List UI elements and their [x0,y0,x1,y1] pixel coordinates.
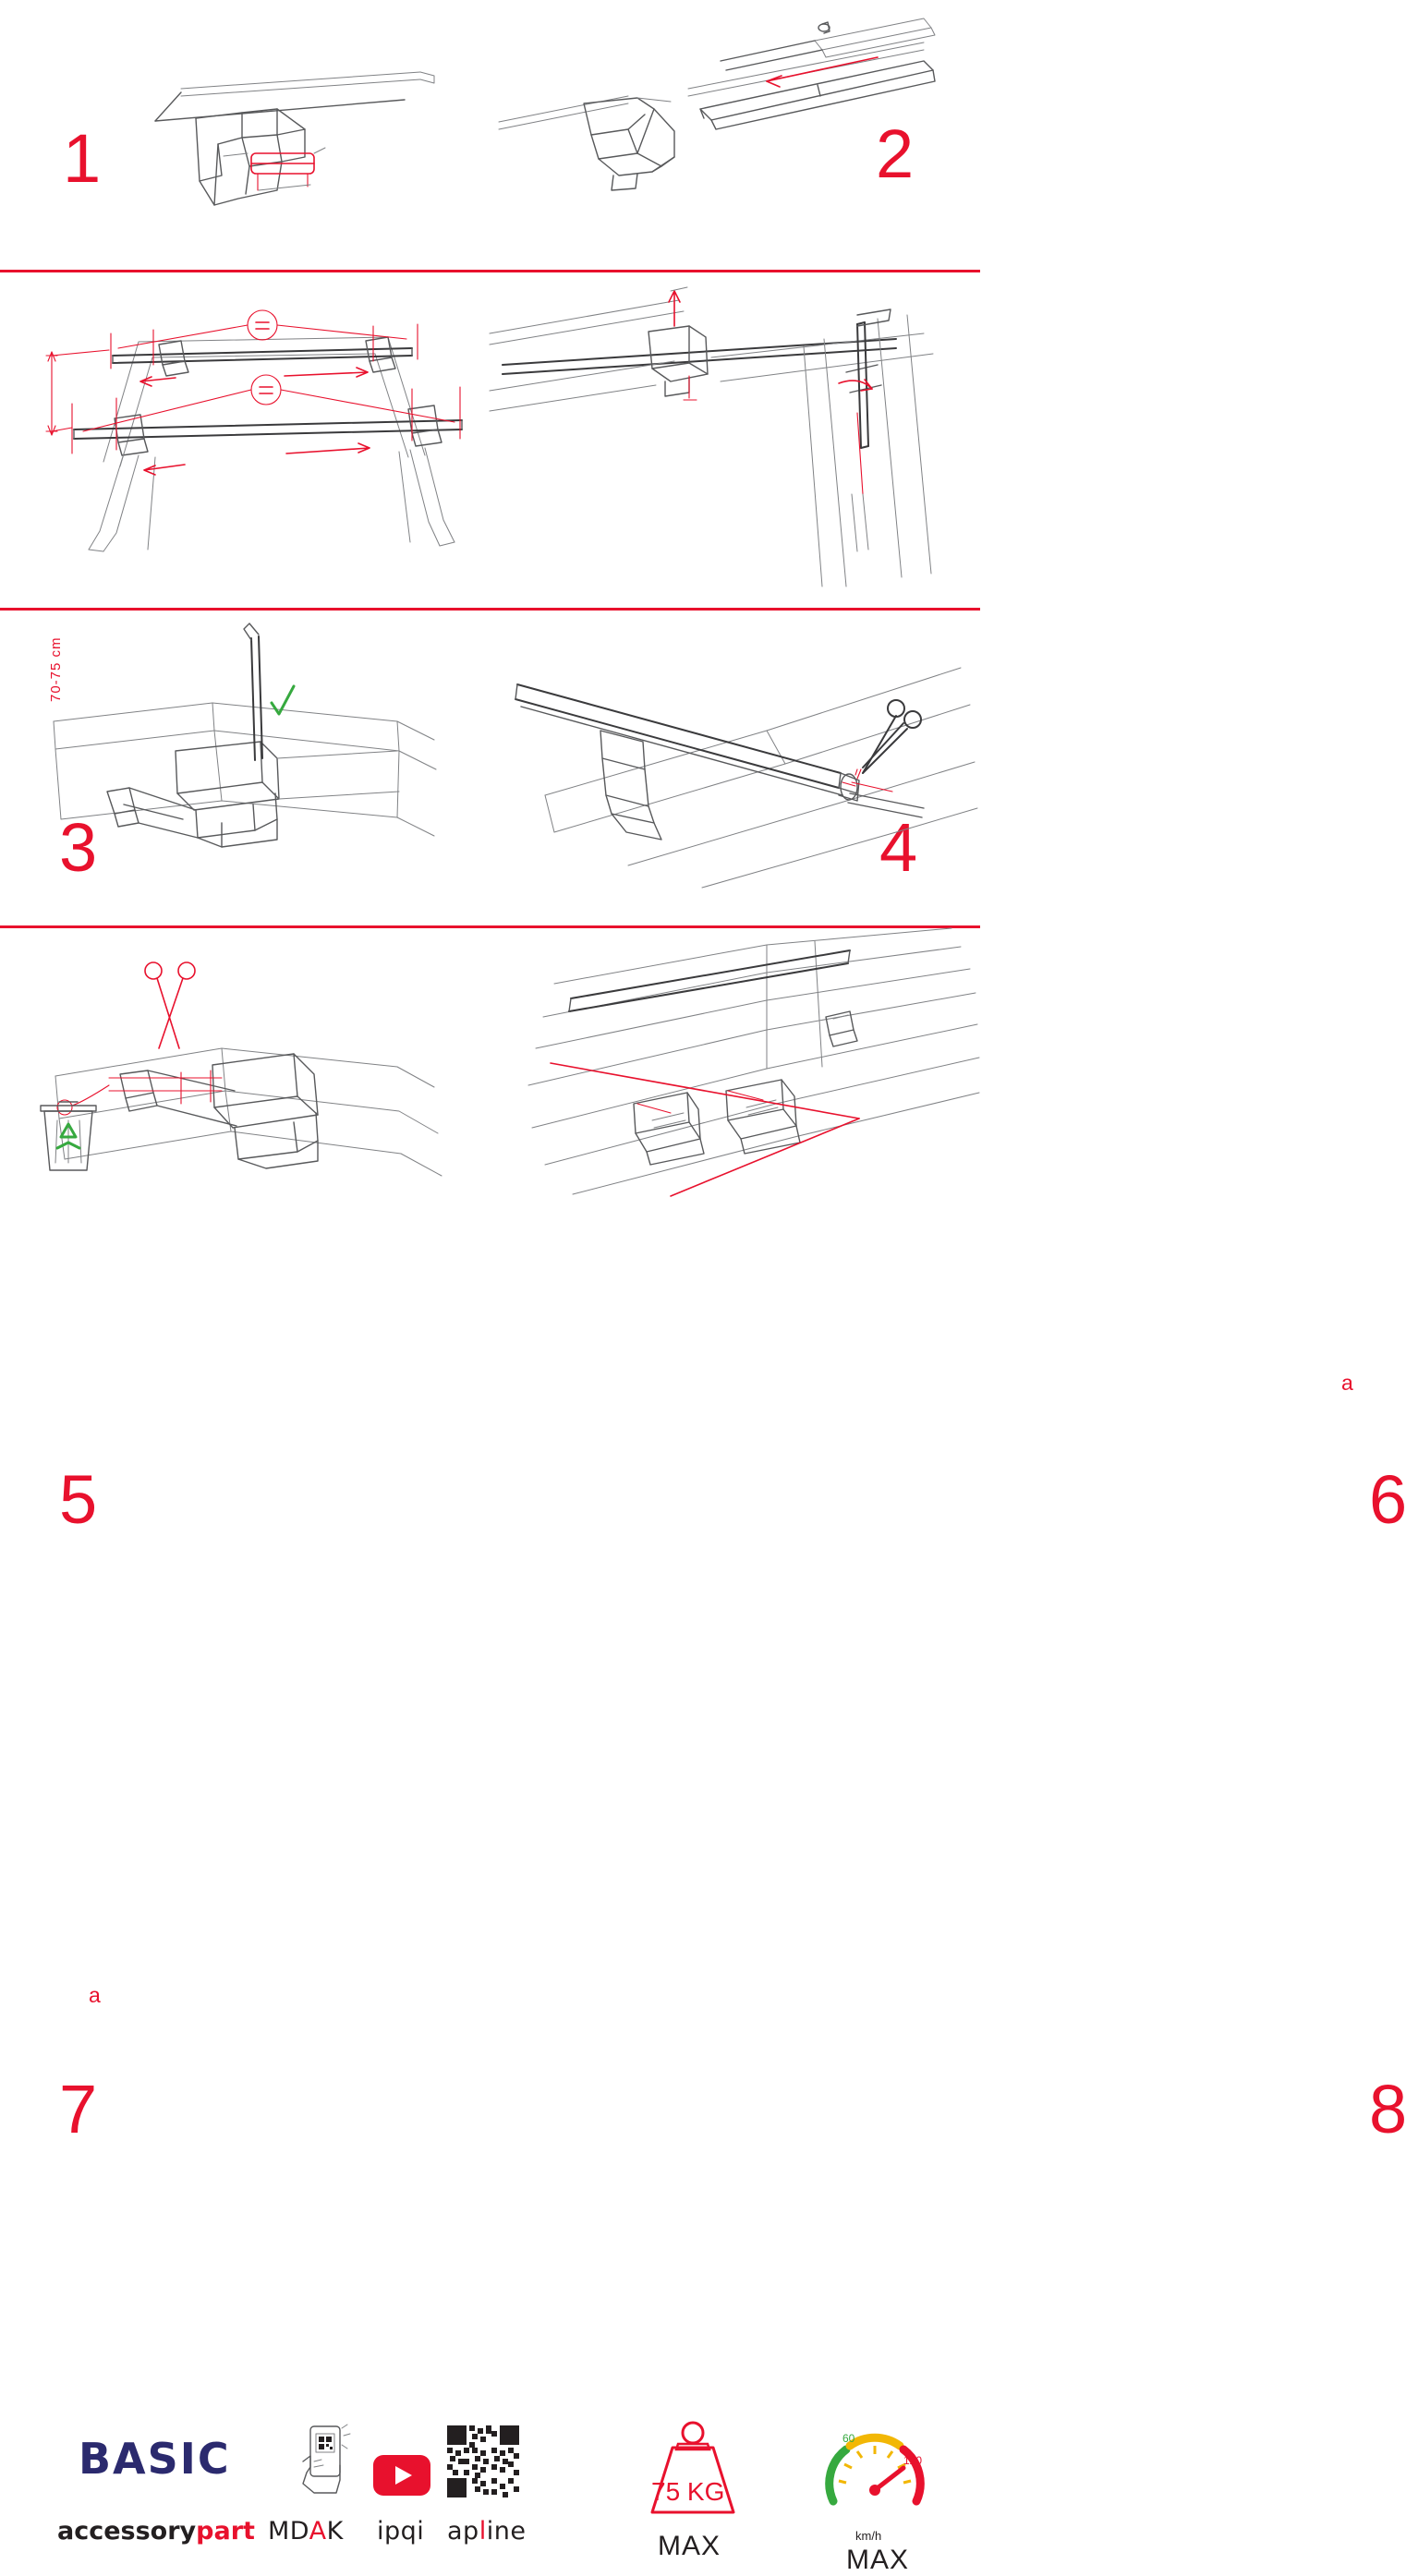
svg-text:120: 120 [903,2454,923,2467]
step-4-number: 4 [879,809,917,886]
mdak-accent: A [309,2517,327,2546]
speed-unit: km/h [855,2529,882,2543]
step-1-panel [0,0,490,270]
brand-accessory-text: accessory [57,2517,197,2546]
step-6-number: 6 [1369,1461,1406,1538]
weight-max-label: MAX [658,2531,721,2561]
apline-main: ap [447,2517,479,2546]
step-6-callout-a: a [1341,1371,1353,1395]
step-5-illustration [0,611,490,925]
speed-max-label: MAX [846,2545,910,2575]
step-2-number: 2 [876,115,914,192]
footer [0,1201,980,2575]
step-5-panel [0,611,490,1538]
svg-text:60: 60 [842,2432,855,2445]
step-8-panel [490,928,1406,2147]
brand-accessorypart [57,2517,255,2546]
step-3-dimension: 70-75 cm [48,636,64,702]
scissors-icon [859,700,921,773]
youtube-icon[interactable] [373,2455,430,2497]
step-3-panel [0,272,490,886]
qr-code-icon [447,2425,519,2497]
brand-apline [447,2517,526,2546]
step-2-panel [490,0,980,270]
step-3-illustration [0,272,490,608]
recycle-bin-icon [41,1102,96,1170]
step-3-number: 3 [59,809,97,886]
mdak-tail: K [326,2517,344,2546]
brand-ipqi: ipqi [377,2517,425,2546]
step-7-illustration [0,928,490,1201]
step-8-number: 8 [1369,2071,1406,2147]
step-7-number: 7 [59,2071,97,2147]
speedometer-icon [818,2422,933,2523]
step-6-panel [490,611,1406,1538]
apline-accent: l [479,2517,487,2546]
step-6-illustration [490,611,980,925]
step-4-panel [490,272,980,886]
brand-basic: BASIC [79,2434,231,2484]
apline-tail: ine [486,2517,527,2546]
mdak-main: MD [268,2517,309,2546]
step-1-number: 1 [63,120,101,197]
phone-qr-icon [294,2425,351,2500]
brand-mdak [268,2517,344,2546]
step-4-illustration [490,272,980,608]
step-7-callout-a: a [89,1983,101,2007]
step-5-number: 5 [59,1461,97,1538]
weight-value: 75 KG [651,2477,725,2506]
step-7-panel [0,928,490,2147]
scissors-icon [145,962,195,1048]
step-8-illustration [490,928,980,1201]
brand-part-text: part [196,2517,255,2546]
